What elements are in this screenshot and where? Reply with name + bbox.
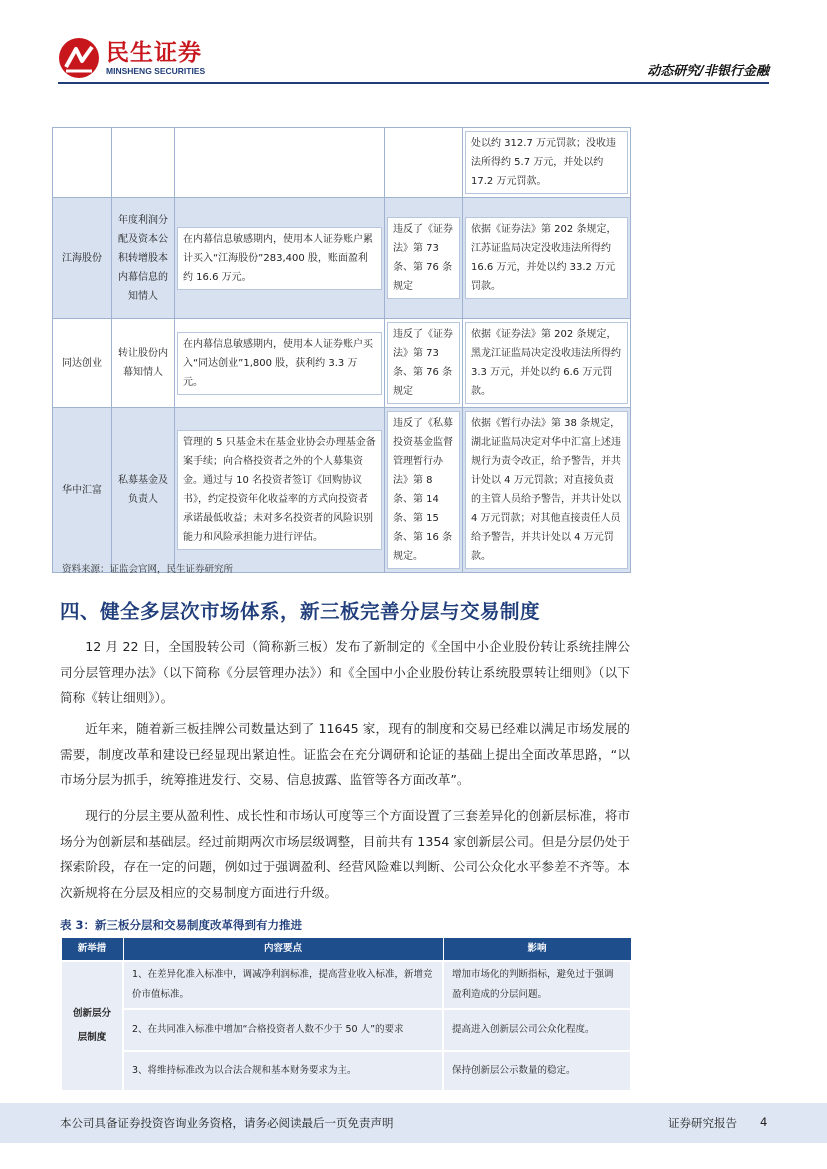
column-header: 影响 <box>443 938 631 962</box>
violation-cell: 违反了《私募投资基金监督管理暂行办法》第 8 条、第 14 条、第 15 条、第 16 条规定。 <box>387 411 460 569</box>
table-row <box>53 128 631 198</box>
company-cell: 同达创业 <box>53 319 112 408</box>
body-paragraph: 12 月 22 日，全国股转公司（简称新三板）发布了新制定的《全国中小企业股份转让系统挂牌公司分层管理办法》（以下简称《分层管理办法》）和《全国中小企业股份转让系统股票转让细则》（以下简称《转让细则》）。 <box>60 639 630 705</box>
identity-cell <box>112 128 175 198</box>
conduct-cell <box>175 128 385 198</box>
impact-cell: 增加市场化的判断指标，避免过于强调盈利造成的分层问题。 <box>443 961 631 1009</box>
category-cell: 创新层分层制度 <box>61 961 123 1091</box>
footer-report-type: 证券研究报告 <box>668 1116 737 1130</box>
logo-chinese-name: 民生证券 <box>106 40 202 66</box>
conduct-cell: 在内幕信息敏感期内，使用本人证券账户累计买入“江海股份”283,400 股，账面盈利约 16.6 万元。 <box>177 227 382 290</box>
minsheng-logo-icon <box>58 37 100 79</box>
penalty-cases-table <box>52 127 631 573</box>
column-header: 内容要点 <box>123 938 443 962</box>
table-row <box>53 408 631 573</box>
section-heading: 四、健全多层次市场体系，新三板完善分层与交易制度 <box>60 600 541 623</box>
penalty-cell: 依据《证券法》第 202 条规定，江苏证监局决定没收违法所得约 16.6 万元，并处以约 33.2 万元罚款。 <box>465 217 628 299</box>
body-paragraph: 现行的分层主要从盈利性、成长性和市场认可度等三个方面设置了三套差异化的创新层标准，将市场分为创新层和基础层。经过前期两次市场层级调整，目前共有 1354 家创新层公司。但是分层仍处于探索阶段，存在一定的问题，例如过于强调盈利、经营风险难以判断、公司公众化水平参差不齐等。本次新规将在分层及相应的交易制度方面进行升级。 <box>60 808 630 900</box>
company-logo <box>58 37 205 79</box>
table-header-row <box>61 938 631 962</box>
report-section-label: 动态研究/非银行金融 <box>647 64 769 79</box>
impact-cell: 提高进入创新层公司公众化程度。 <box>443 1009 631 1051</box>
conduct-cell: 在内幕信息敏感期内，使用本人证券账户买入“同达创业”1,800 股，获利约 3.3 万元。 <box>177 332 382 395</box>
content-cell: 2、在共同准入标准中增加“合格投资者人数不少于 50 人”的要求 <box>123 1009 443 1051</box>
violation-cell: 违反了《证券法》第 73 条、第 76 条规定 <box>387 322 460 404</box>
source-note: 资料来源：证监会官网，民生证券研究所 <box>62 564 234 575</box>
violation-cell: 违反了《证券法》第 73 条、第 76 条规定 <box>387 217 460 299</box>
conduct-cell: 管理的 5 只基金未在基金业协会办理基金备案手续；向合格投资者之外的个人募集资金。通过与 10 名投资者签订《回购协议书》，约定投资年化收益率的方式向投资者承诺最低收益；未对多名投资者的风险识别能力和风险承担能力进行评估。 <box>177 430 382 550</box>
identity-cell: 转让股份内幕知情人 <box>112 319 175 408</box>
table-row <box>61 1051 631 1091</box>
identity-cell: 年度利润分配及资本公积转增股本内幕信息的知情人 <box>112 198 175 319</box>
impact-cell: 保持创新层公示数量的稳定。 <box>443 1051 631 1091</box>
table-row <box>53 198 631 319</box>
column-header: 新举措 <box>61 938 123 962</box>
penalty-cell: 依据《证券法》第 202 条规定，黑龙江证监局决定没收违法所得约 3.3 万元，并处以约 6.6 万元罚款。 <box>465 322 628 404</box>
content-cell: 1、在差异化准入标准中，调减净利润标准，提高营业收入标准，新增竞价市值标准。 <box>123 961 443 1009</box>
table-row <box>61 1009 631 1051</box>
reform-table <box>60 937 632 1092</box>
company-cell: 华中汇富 <box>53 408 112 573</box>
table-row <box>61 961 631 1009</box>
body-paragraph: 近年来，随着新三板挂牌公司数量达到了 11645 家，现有的制度和交易已经难以满足市场发展的需要，制度改革和建设已经显现出紧迫性。证监会在充分调研和论证的基础上提出全面改革思路，“以市场分层为抓手，统筹推进发行、交易、信息披露、监管等各方面改革”。 <box>60 721 630 787</box>
table-row <box>53 319 631 408</box>
logo-english-name: MINSHENG SECURITIES <box>106 66 206 76</box>
violation-cell <box>385 128 463 198</box>
penalty-cell: 处以约 312.7 万元罚款；没收违法所得约 5.7 万元，并处以约 17.2 万元罚款。 <box>465 131 628 194</box>
page-number: 4 <box>760 1115 768 1129</box>
content-cell: 3、将维持标准改为以合法合规和基本财务要求为主。 <box>123 1051 443 1091</box>
company-cell: 江海股份 <box>53 198 112 319</box>
penalty-cell: 依据《暂行办法》第 38 条规定，湖北证监局决定对华中汇富上述违规行为责令改正，给予警告，并共计处以 4 万元罚款；对直接负责的主管人员给予警告，并共计处以 4 万元罚款；对其他直接责任人员给予警告，并共计处以 4 万元罚款。 <box>465 411 628 569</box>
footer-disclaimer: 本公司具备证券投资咨询业务资格，请务必阅读最后一页免责声明 <box>60 1116 394 1130</box>
table-caption: 表 3：新三板分层和交易制度改革得到有力推进 <box>60 918 303 932</box>
identity-cell: 私募基金及负责人 <box>112 408 175 573</box>
header-divider <box>58 82 769 84</box>
company-cell <box>53 128 112 198</box>
